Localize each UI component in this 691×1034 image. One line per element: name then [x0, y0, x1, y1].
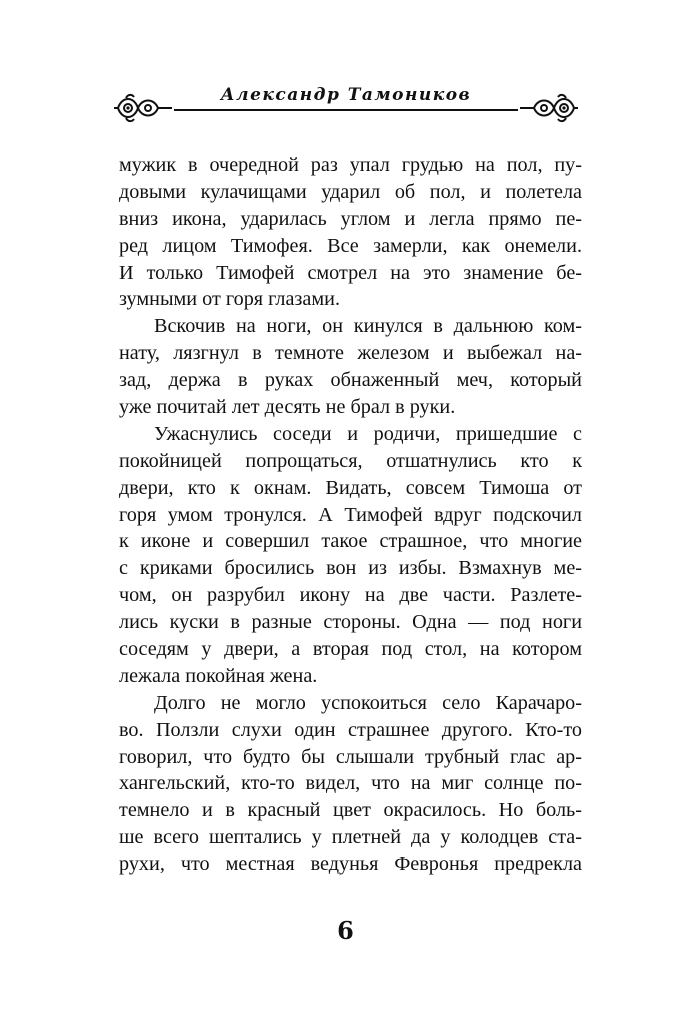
- text-line: мужик в очередной раз упал грудью на пол, пу-: [119, 154, 582, 176]
- text-line: соседям у двери, а вторая под стол, на котором: [119, 638, 582, 661]
- text-line: горя умом тронулся. А Тимофей вдруг подскочил: [119, 503, 582, 526]
- text-line: Вскочив на ноги, он кинулся в дальнюю ком-: [154, 315, 582, 338]
- right-ornament-icon: [520, 92, 580, 124]
- text-line: темнело и в красный цвет окрасилось. Но боль-: [119, 799, 582, 822]
- text-line: довыми кулачищами ударил об пол, и полетела: [119, 180, 582, 203]
- text-line: ред лицом Тимофея. Все замерли, как онемели.: [119, 234, 582, 257]
- text-line: хангельский, кто-то видел, что на миг солнце по-: [119, 772, 582, 795]
- text-line: к иконе и совершил такое страшное, что многие: [119, 530, 582, 553]
- text-line: зумными от горя глазами.: [119, 288, 340, 311]
- text-line: рухи, что местная ведунья Февронья предрекла: [119, 853, 582, 876]
- text-line: во. Ползли слухи один страшнее другого. Кто-то: [119, 718, 582, 741]
- page-number: 6: [337, 916, 354, 945]
- running-header: [112, 84, 580, 130]
- text-line: лись куски в разные стороны. Одна — под ноги: [119, 611, 582, 634]
- text-line: уже почитай лет десять не брал в руки.: [119, 396, 456, 419]
- header-rule: [174, 109, 518, 111]
- body-text: [119, 152, 582, 878]
- text-line: двери, кто к окнам. Видать, совсем Тимоша от: [119, 476, 582, 499]
- text-line: нату, лязгнул в темноте железом и выбежал на-: [119, 342, 582, 365]
- text-line: Ужаснулись соседи и родичи, пришедшие с: [154, 422, 582, 445]
- text-line: чом, он разрубил икону на две части. Разлете-: [119, 584, 582, 607]
- text-line: И только Тимофей смотрел на это знамение бе-: [119, 261, 582, 284]
- text-line: вниз икона, ударилась углом и легла прямо пе-: [119, 207, 582, 230]
- text-line: зад, держа в руках обнаженный меч, который: [119, 369, 582, 392]
- text-line: говорил, что будто бы слышали трубный глас ар-: [119, 745, 582, 768]
- header-title: Александр Тамоников: [220, 85, 472, 105]
- text-line: покойницей попрощаться, отшатнулись кто к: [119, 449, 582, 472]
- text-line: лежала покойная жена.: [119, 664, 318, 687]
- text-line: с криками бросились вон из избы. Взмахнув ме-: [119, 557, 582, 580]
- text-line: ше всего шептались у плетней да у колодцев ста-: [119, 826, 582, 849]
- text-line: Долго не могло успокоиться село Карачаро-: [154, 691, 582, 714]
